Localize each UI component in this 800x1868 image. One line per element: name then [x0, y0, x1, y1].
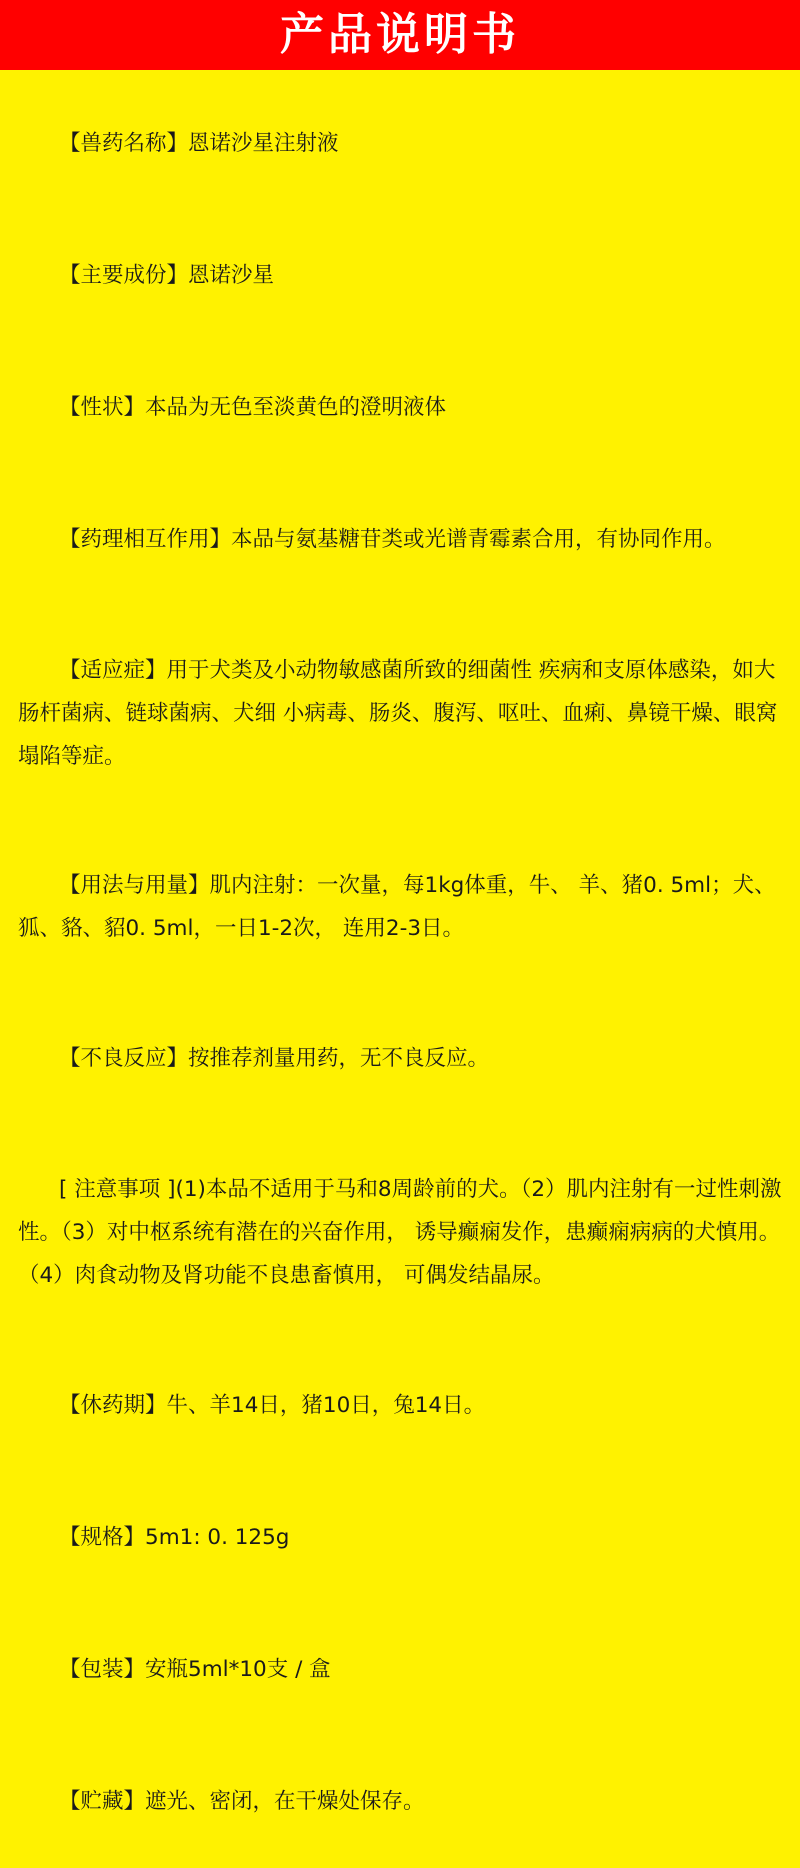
section-label: 【兽药名称】	[59, 131, 189, 156]
section-withdrawal-period	[18, 1340, 782, 1472]
section-label: 【适应症】	[59, 658, 167, 683]
section-interactions	[18, 474, 782, 606]
section-text: 恩诺沙星注射液	[188, 131, 339, 156]
section-label: [ 注意事项 ]	[59, 1177, 176, 1202]
section-label: 【规格】	[59, 1525, 146, 1550]
section-label: 【用法与用量】	[59, 873, 210, 898]
section-label: 【药理相互作用】	[59, 527, 232, 552]
section-precautions	[18, 1125, 782, 1340]
title-banner	[0, 0, 800, 70]
section-label: 【包装】	[59, 1657, 146, 1682]
section-label: 【贮藏】	[59, 1789, 146, 1814]
section-text: 本品为无色至淡黄色的澄明液体	[145, 395, 447, 420]
section-text: 按推荐剂量用药，无不良反应。	[188, 1046, 490, 1071]
section-text: 遮光、密闭，在干燥处保存。	[145, 1789, 425, 1814]
section-appearance	[18, 342, 782, 474]
manual-content	[0, 70, 800, 1868]
section-drug-name	[18, 78, 782, 210]
section-specification	[18, 1472, 782, 1604]
section-dosage	[18, 821, 782, 993]
section-label: 【性状】	[59, 395, 146, 420]
section-text: 用于犬类及小动物敏感菌所致的细菌性 疾病和支原体感染，如大肠杆菌病、链球菌病、犬细 小病毒、肠炎、腹泻、呕吐、血痢、鼻镜干燥、眼窝 塌陷等症。	[18, 658, 785, 769]
section-indications	[18, 606, 785, 821]
section-packaging	[18, 1604, 782, 1736]
section-label: 【主要成份】	[59, 263, 189, 288]
section-text: 5m1: 0. 125g	[145, 1525, 290, 1550]
section-text: (1)本品不适用于马和8周龄前的犬。（2）肌内注射有一过性刺激性。（3）对中枢系统有潜在的兴奋作用， 诱导癫痫发作，患癫痫病病的犬慎用。（4）肉食动物及肾功能不良患畜慎用， 可偶发结晶尿。	[18, 1177, 782, 1288]
section-text: 本品与氨基糖苷类或光谱青霉素合用，有协同作用。	[231, 527, 726, 552]
section-label: 【休药期】	[59, 1393, 167, 1418]
section-label: 【不良反应】	[59, 1046, 189, 1071]
section-text: 肌内注射：一次量，每1kg体重，牛、 羊、猪0. 5ml；犬、狐、貉、貂0. 5ml，一日1-2次， 连用2-3日。	[18, 873, 776, 941]
section-adverse-reactions	[18, 993, 782, 1125]
page-title: 产品说明书	[280, 9, 520, 60]
section-text: 牛、羊14日，猪10日，兔14日。	[166, 1393, 486, 1418]
section-storage	[18, 1736, 782, 1868]
section-text: 安瓶5ml*10支 / 盒	[145, 1657, 331, 1682]
section-main-ingredient	[18, 210, 782, 342]
section-text: 恩诺沙星	[188, 263, 275, 288]
